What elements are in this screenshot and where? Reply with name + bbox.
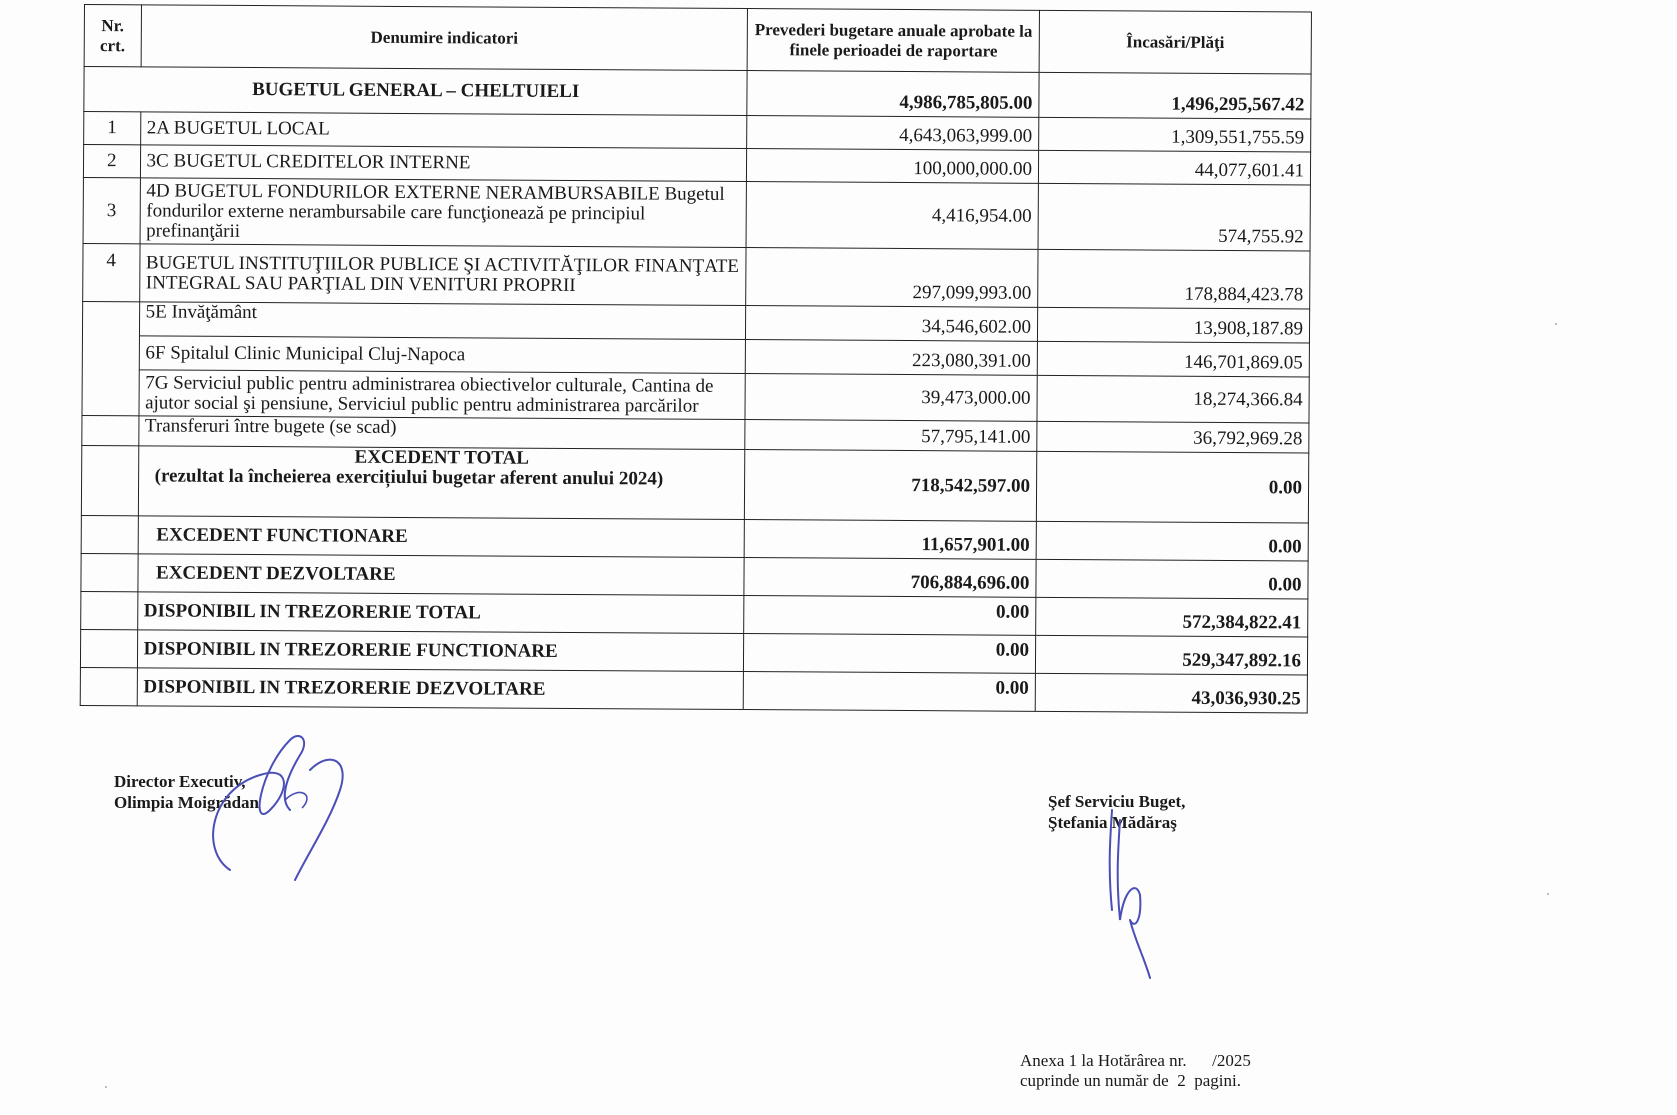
header-incasari: Încasări/Plăţi (1039, 10, 1311, 74)
disponibil-row-label: DISPONIBIL IN TREZORERIE TOTAL (137, 592, 744, 634)
row-nr: 1 (84, 112, 141, 145)
table-row (83, 243, 1310, 308)
total-row-label: BUGETUL GENERAL – CHELTUIELI (84, 67, 748, 116)
row-prevederi: 57,795,141.00 (745, 420, 1037, 452)
row-incasari: 178,884,423.78 (1038, 249, 1310, 309)
row-nr (82, 415, 139, 445)
scan-speck (1547, 893, 1549, 895)
excedent-total-sublabel: (rezultat la încheierea exercițiului bugetar aferent anului 2024) (154, 465, 664, 490)
excedent-row-label: EXCEDENT FUNCTIONARE (138, 516, 745, 558)
signatory-name-right: Ştefania Mădăraş (1048, 813, 1177, 832)
table-header-row (84, 5, 1311, 74)
table-row (82, 369, 1309, 422)
excedent-row-prevederi: 11,657,901.00 (745, 520, 1037, 560)
total-row-incasari: 1,496,295,567.42 (1039, 72, 1311, 119)
row-name: Transferuri între bugete (se scad) (138, 416, 745, 450)
budget-table (80, 4, 1312, 713)
row-incasari: 18,274,366.84 (1037, 375, 1309, 423)
scan-speck (1555, 323, 1557, 325)
row-incasari: 146,701,869.05 (1037, 341, 1309, 377)
disponibil-row-prevederi: 0.00 (744, 596, 1036, 636)
disponibil-row (80, 667, 1307, 712)
signatory-title-left: Director Executiv, (114, 772, 246, 791)
annex-note-line1: Anexa 1 la Hotărârea nr. /2025 (1020, 1051, 1251, 1070)
signatory-name-left: Olimpia Moigrădan (114, 793, 259, 812)
row-prevederi: 223,080,391.00 (746, 340, 1038, 376)
handwritten-signature-left (190, 730, 360, 890)
row-name: 3C BUGETUL CREDITELOR INTERNE (140, 145, 747, 182)
disponibil-row-label: DISPONIBIL IN TREZORERIE FUNCTIONARE (137, 630, 744, 672)
excedent-row-prevederi: 706,884,696.00 (744, 558, 1036, 598)
row-nr (82, 301, 139, 415)
row-nr: 2 (83, 145, 140, 178)
disponibil-row-incasari: 572,384,822.41 (1036, 597, 1308, 637)
row-nr: 3 (83, 177, 140, 243)
row-prevederi: 100,000,000.00 (747, 149, 1039, 184)
row-incasari: 1,309,551,755.59 (1039, 117, 1311, 152)
row-incasari: 36,792,969.28 (1037, 421, 1309, 453)
row-name: 7G Serviciul public pentru administrarea obiectivelor culturale, Cantina de ajutor social şi pensiune, Serviciul public pentru administrarea parcărilor (139, 370, 746, 420)
row-incasari: 13,908,187.89 (1037, 307, 1309, 343)
excedent-total-incasari: 0.00 (1036, 451, 1308, 523)
row-prevederi: 4,643,063,999.00 (747, 116, 1039, 151)
excedent-total-title: EXCEDENT TOTAL (354, 446, 530, 469)
row-incasari: 574,755.92 (1038, 183, 1310, 251)
disponibil-row-incasari: 43,036,930.25 (1035, 673, 1307, 713)
row-prevederi: 39,473,000.00 (745, 374, 1037, 422)
row-prevederi: 297,099,993.00 (746, 248, 1038, 308)
disponibil-row-prevederi: 0.00 (744, 672, 1036, 712)
excedent-total-label (138, 446, 745, 520)
total-row-prevederi: 4,986,785,805.00 (747, 71, 1039, 118)
annex-note (1020, 1051, 1251, 1091)
excedent-row-label: EXCEDENT DEZVOLTARE (137, 554, 744, 596)
row-nr: 4 (83, 243, 140, 301)
row-name: 6F Spitalul Clinic Municipal Cluj-Napoca (139, 336, 746, 374)
excedent-total-prevederi: 718,542,597.00 (745, 450, 1037, 522)
row-incasari: 44,077,601.41 (1038, 150, 1310, 185)
disponibil-row-label: DISPONIBIL IN TREZORERIE DEZVOLTARE (137, 668, 744, 710)
excedent-row-incasari: 0.00 (1036, 559, 1308, 599)
excedent-total-row (81, 445, 1308, 522)
header-denumire: Denumire indicatori (141, 5, 748, 71)
table-row (83, 177, 1310, 250)
header-prevederi: Prevederi bugetare anuale aprobate la finele perioadei de raportare (748, 9, 1040, 73)
row-name: 2A BUGETUL LOCAL (140, 112, 747, 149)
handwritten-signature-right (1090, 800, 1170, 980)
row-name: 4D BUGETUL FONDURILOR EXTERNE NERAMBURSABILE Bugetul fondurilor externe nerambursabile care funcţionează pe principiul prefinanţării (140, 178, 747, 248)
signatory-title-right: Şef Serviciu Buget, (1048, 792, 1186, 811)
header-nr-crt: Nr. crt. (84, 5, 141, 67)
annex-note-line2: cuprinde un număr de 2 pagini. (1020, 1071, 1241, 1090)
row-name: BUGETUL INSTITUŢIILOR PUBLICE ŞI ACTIVITĂŢILOR FINANŢATE INTEGRAL SAU PARŢIAL DIN VENITURI PROPRII (139, 244, 746, 306)
row-prevederi: 4,416,954.00 (747, 182, 1039, 250)
disponibil-row-prevederi: 0.00 (744, 634, 1036, 674)
total-row (84, 67, 1311, 119)
row-prevederi: 34,546,602.00 (746, 306, 1038, 342)
excedent-row-incasari: 0.00 (1036, 521, 1308, 561)
scan-speck (105, 1086, 107, 1088)
row-name: 5E Invăţământ (139, 302, 746, 340)
disponibil-row-incasari: 529,347,892.16 (1035, 635, 1307, 675)
